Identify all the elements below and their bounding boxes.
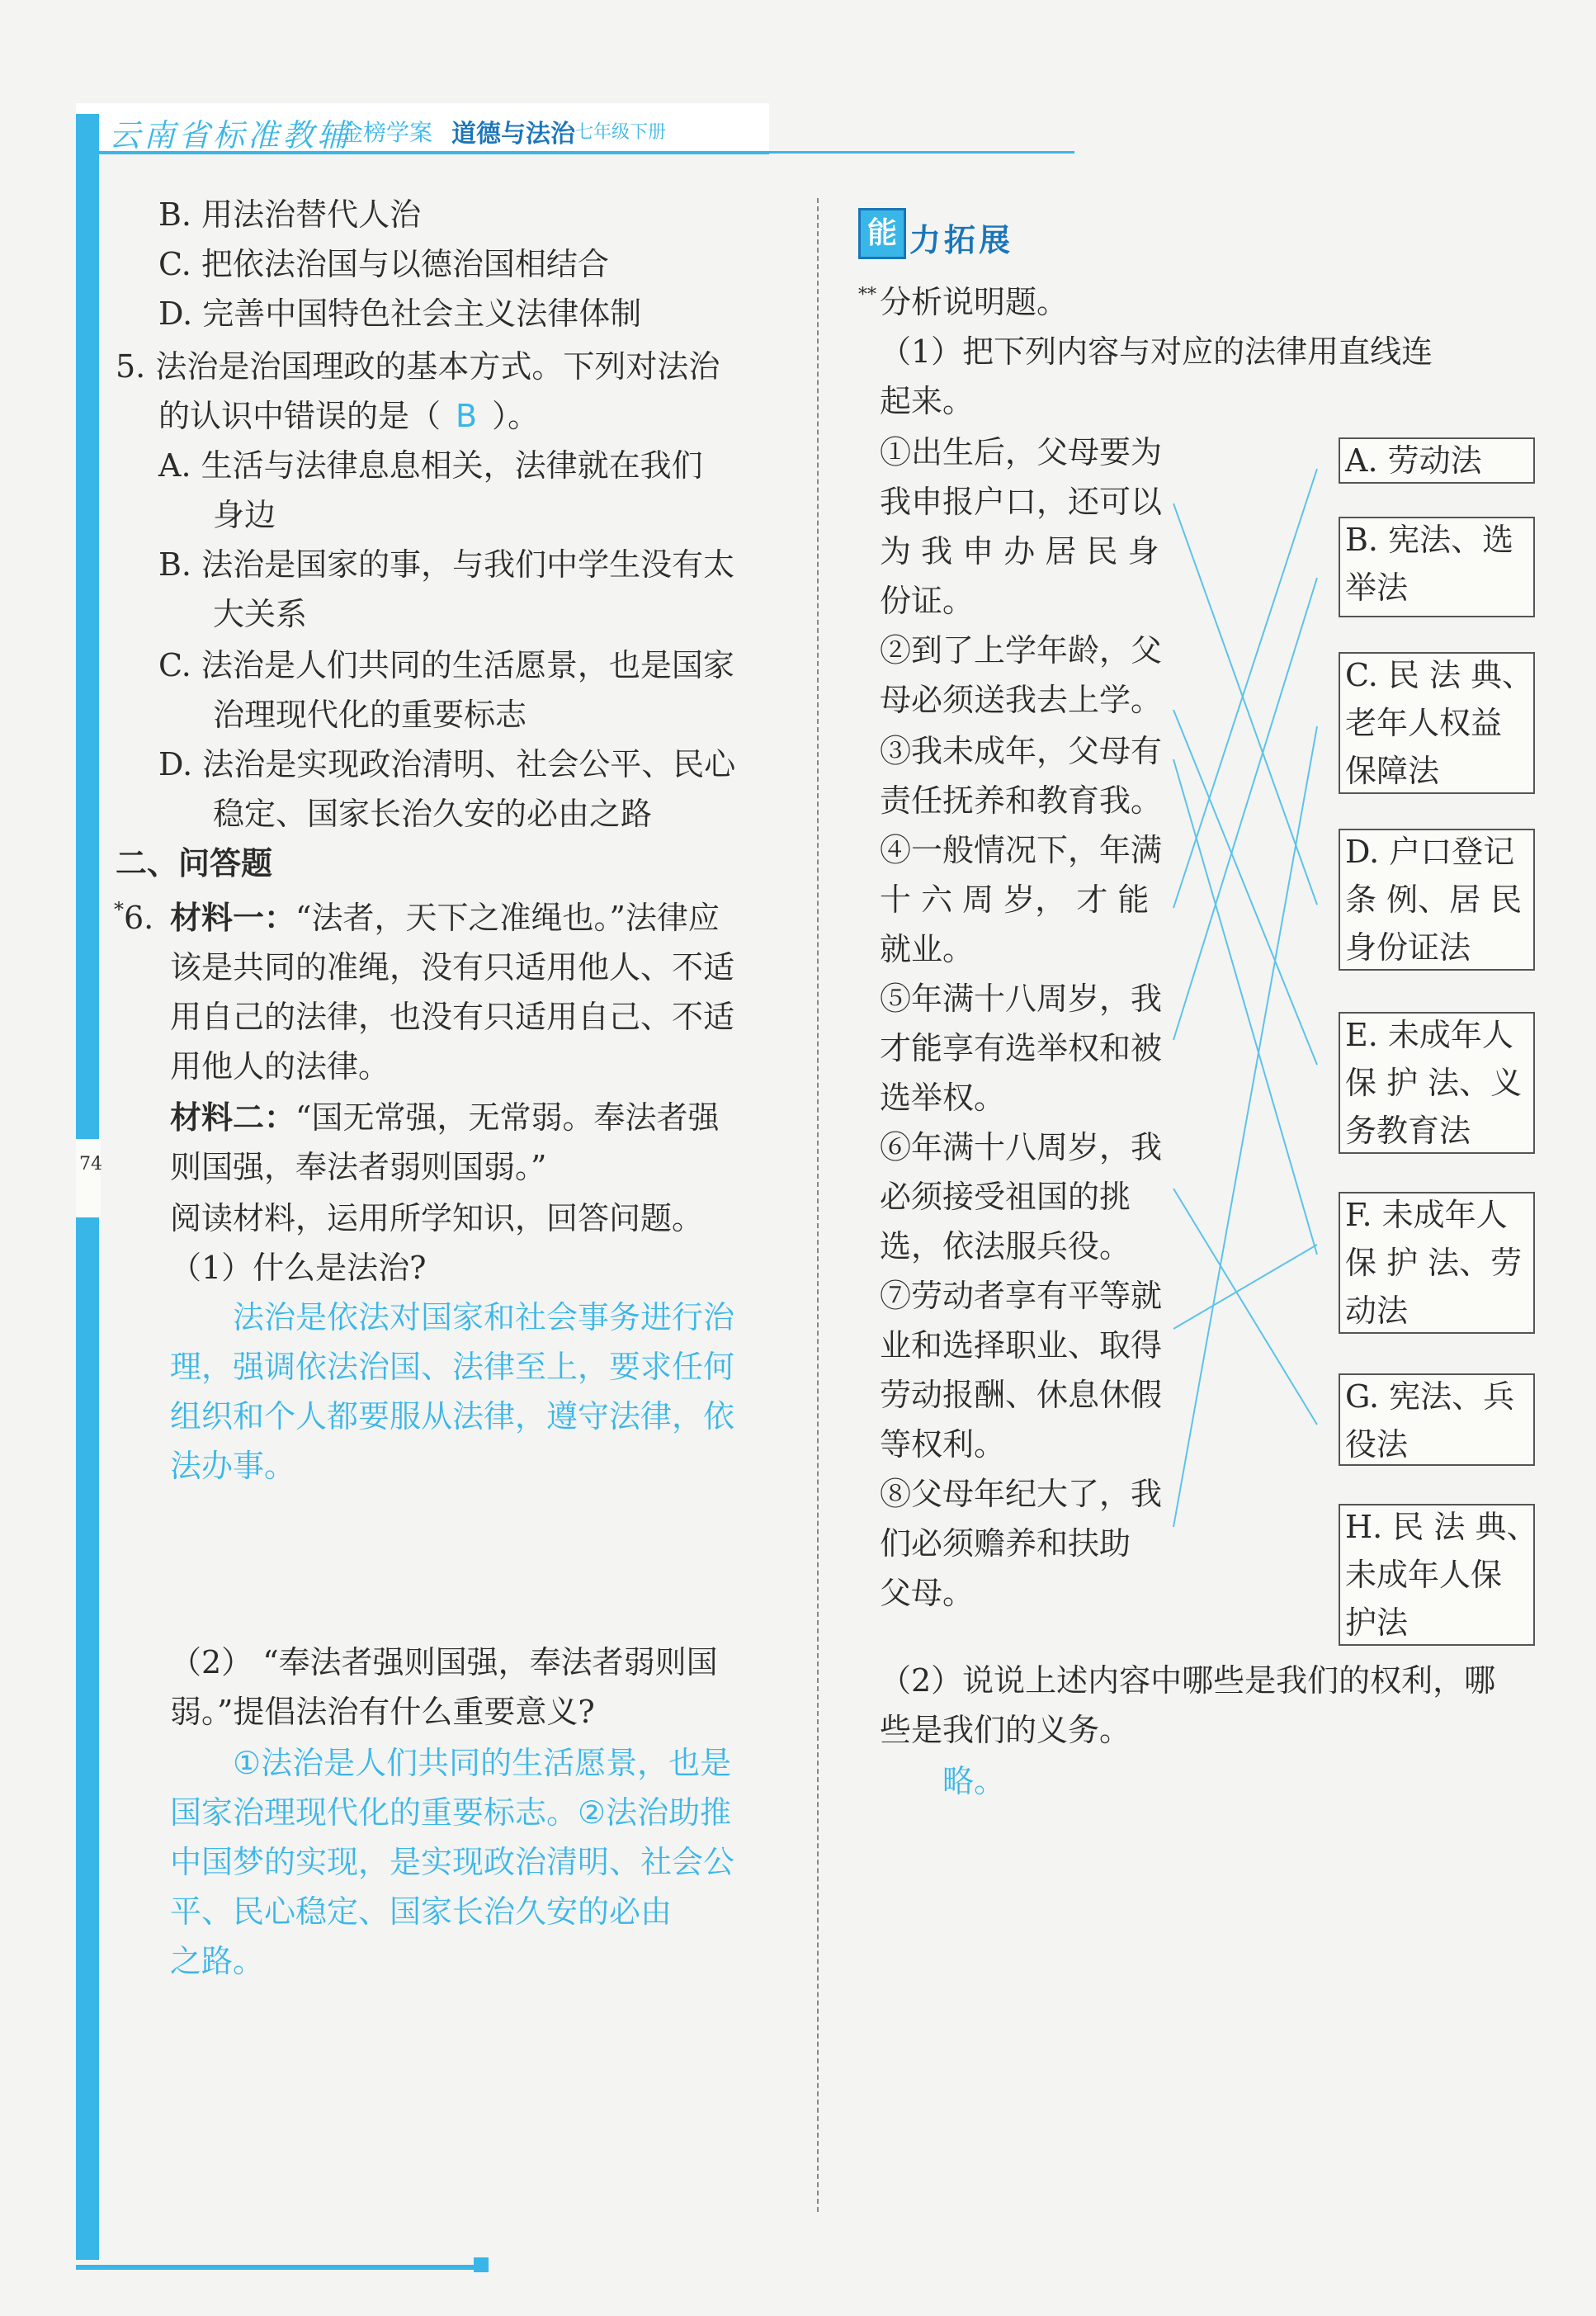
law-box-h-line-3: 护法 bbox=[1345, 1605, 1409, 1641]
answer-2-line1: ①法治是人们共同的生活愿景，也是 bbox=[233, 1745, 732, 1781]
q5-option-c-cont: 治理现代化的重要标志 bbox=[213, 697, 527, 733]
content-item-6-line-3: 选，依法服兵役。 bbox=[880, 1228, 1131, 1264]
content-item-8-line-3: 父母。 bbox=[880, 1575, 975, 1611]
sub-question-1: （1）什么是法治? bbox=[170, 1250, 427, 1286]
match-line-8 bbox=[1173, 726, 1317, 1527]
answer-1-line2: 理，强调依法治国、法律至上，要求任何 bbox=[170, 1349, 735, 1385]
law-box-c-line-1: C. 民 法 典、 bbox=[1345, 657, 1534, 693]
law-box-d-line-2: 条 例、居 民 bbox=[1345, 881, 1523, 918]
answer-1-line1: 法治是依法对国家和社会事务进行治 bbox=[233, 1299, 735, 1335]
match-line-7 bbox=[1173, 1245, 1317, 1329]
content-item-7-line-2: 业和选择职业、取得 bbox=[880, 1327, 1163, 1364]
content-item-2-line-2: 母必须送我去上学。 bbox=[880, 682, 1163, 718]
material-1-text: “法者，天下之准绳也。”法律应 bbox=[295, 900, 720, 936]
q5-option-d: D. 法治是实现政治清明、社会公平、民心 bbox=[158, 746, 736, 782]
stem-prefix: 的认识中错误的是（ bbox=[158, 398, 441, 434]
material-2-text: “国无常强，无常弱。奉法者强 bbox=[295, 1099, 720, 1136]
content-item-2-line-1: ②到了上学年龄，父 bbox=[880, 632, 1163, 669]
q5-option-b-cont: 大关系 bbox=[213, 596, 308, 632]
content-item-7-line-4: 等权利。 bbox=[880, 1426, 1006, 1463]
q5-option-a: A. 生活与法律息息相关，法律就在我们 bbox=[158, 447, 703, 484]
law-box-c-line-2: 老年人权益 bbox=[1345, 705, 1503, 741]
content-item-8-line-2: 们必须赡养和扶助 bbox=[880, 1525, 1131, 1562]
content-item-3-line-1: ③我未成年，父母有 bbox=[880, 733, 1163, 769]
answer-1-line3: 组织和个人都要服从法律，遵守法律，依 bbox=[170, 1398, 735, 1435]
section-heading: 二、问答题 bbox=[116, 845, 273, 881]
content-item-8-line-1: ⑧父母年纪大了，我 bbox=[880, 1476, 1163, 1512]
answer-2-line5: 之路。 bbox=[170, 1943, 265, 1979]
law-box-b-line-2: 举法 bbox=[1345, 570, 1409, 606]
subject-title: 道德与法治 bbox=[451, 120, 575, 149]
part-1-instruction: （1）把下列内容与对应的法律用直线连 bbox=[880, 333, 1433, 370]
law-box-f-line-1: F. 未成年人 bbox=[1345, 1197, 1508, 1233]
law-box-g-line-2: 役法 bbox=[1345, 1426, 1409, 1463]
option-b: B. 用法治替代人治 bbox=[158, 196, 422, 233]
q5-option-a-cont: 身边 bbox=[213, 497, 276, 533]
sub-question-2-cont: 弱。”提倡法治有什么重要意义? bbox=[170, 1694, 595, 1730]
series-title: 云南省标准教辅 bbox=[109, 117, 352, 154]
law-box-b-line-1: B. 宪法、选 bbox=[1345, 522, 1514, 558]
law-box-e-line-1: E. 未成年人 bbox=[1345, 1017, 1513, 1053]
content-item-5-line-1: ⑤年满十八周岁，我 bbox=[880, 981, 1163, 1017]
difficulty-mark-2: ** bbox=[858, 285, 876, 305]
law-box-g-line-1: G. 宪法、兵 bbox=[1345, 1378, 1515, 1415]
law-box-d-line-1: D. 户口登记 bbox=[1345, 834, 1515, 870]
law-box-c-line-3: 保障法 bbox=[1345, 753, 1440, 789]
content-item-4-line-1: ④一般情况下，年满 bbox=[880, 832, 1163, 868]
content-item-7-line-3: 劳动报酬、休息休假 bbox=[880, 1377, 1163, 1413]
content-item-6-line-1: ⑥年满十八周岁，我 bbox=[880, 1129, 1163, 1165]
part-2-answer: 略。 bbox=[942, 1763, 1006, 1799]
content-item-7-line-1: ⑦劳动者享有平等就 bbox=[880, 1278, 1163, 1314]
question-5-stem: 5. 法治是治国理政的基本方式。下列对法治 bbox=[116, 348, 720, 385]
content-item-3-line-2: 责任抚养和教育我。 bbox=[880, 782, 1163, 819]
match-line-3 bbox=[1173, 759, 1317, 1255]
part-1-instruction-cont: 起来。 bbox=[880, 383, 975, 419]
material-1-line2: 该是共同的准绳，没有只适用他人、不适 bbox=[170, 949, 735, 985]
answer-choice: B bbox=[456, 398, 478, 434]
question-6-number: 6. bbox=[124, 900, 154, 936]
q5-option-d-cont: 稳定、国家长治久安的必由之路 bbox=[213, 796, 653, 832]
law-box-h-line-1: H. 民 法 典、 bbox=[1345, 1509, 1538, 1545]
content-item-1-line-3: 为 我 申 办 居 民 身 bbox=[880, 533, 1159, 570]
content-item-5-line-3: 选举权。 bbox=[880, 1080, 1006, 1116]
material-1-line4: 用他人的法律。 bbox=[170, 1048, 390, 1085]
instruction: 阅读材料，运用所学知识，回答问题。 bbox=[170, 1200, 704, 1236]
match-line-5 bbox=[1173, 578, 1317, 1040]
ability-title: 力拓展 bbox=[909, 222, 1014, 258]
grade-label: 七年级下册 bbox=[575, 122, 667, 143]
part-2-question-cont: 些是我们的义务。 bbox=[880, 1712, 1131, 1748]
match-line-2 bbox=[1173, 710, 1317, 1065]
ability-icon: 能 bbox=[858, 208, 906, 259]
content-item-1-line-4: 份证。 bbox=[880, 583, 975, 619]
content-item-1-line-2: 我申报户口，还可以 bbox=[880, 484, 1163, 520]
law-box-e-line-3: 务教育法 bbox=[1345, 1113, 1471, 1149]
content-item-5-line-2: 才能享有选举权和被 bbox=[880, 1030, 1163, 1066]
law-box-f-line-3: 动法 bbox=[1345, 1293, 1409, 1329]
material-2-line2: 则国强，奉法者弱则国弱。” bbox=[170, 1149, 547, 1185]
law-box-h-line-2: 未成年人保 bbox=[1345, 1557, 1503, 1593]
match-line-6 bbox=[1173, 1189, 1317, 1425]
content-item-1-line-1: ①出生后，父母要为 bbox=[880, 434, 1163, 470]
q5-option-b: B. 法治是国家的事，与我们中学生没有太 bbox=[158, 546, 735, 583]
law-box-f-line-2: 保 护 法、劳 bbox=[1345, 1245, 1523, 1281]
stem-suffix: ）。 bbox=[492, 398, 540, 434]
law-box-a-line-1: A. 劳动法 bbox=[1345, 442, 1482, 479]
answer-2-line2: 国家治理现代化的重要标志。②法治助推 bbox=[170, 1794, 732, 1831]
sub-question-2: （2） “奉法者强则国强，奉法者弱则国 bbox=[170, 1644, 718, 1680]
q5-option-c: C. 法治是人们共同的生活愿景，也是国家 bbox=[158, 647, 734, 683]
content-item-4-line-3: 就业。 bbox=[880, 931, 975, 967]
option-c: C. 把依法治国与以德治国相结合 bbox=[158, 246, 609, 282]
law-box-e-line-2: 保 护 法、义 bbox=[1345, 1065, 1523, 1101]
answer-2-line4: 平、民心稳定、国家长治久安的必由 bbox=[170, 1893, 673, 1930]
content-item-4-line-2: 十 六 周 岁， 才 能 bbox=[880, 881, 1150, 918]
answer-2-line3: 中国梦的实现，是实现政治清明、社会公 bbox=[170, 1844, 735, 1880]
difficulty-mark: * bbox=[114, 898, 124, 921]
material-1-label: 材料一： bbox=[170, 900, 296, 936]
option-d: D. 完善中国特色社会主义法律体制 bbox=[158, 295, 642, 332]
part-2-question: （2）说说上述内容中哪些是我们的权利，哪 bbox=[880, 1662, 1496, 1699]
material-1-line3: 用自己的法律，也没有只适用自己、不适 bbox=[170, 999, 735, 1035]
page-number: 74 bbox=[79, 1154, 102, 1175]
content-item-6-line-2: 必须接受祖国的挑 bbox=[880, 1179, 1131, 1215]
answer-1-line4: 法办事。 bbox=[170, 1448, 296, 1484]
question-type: 分析说明题。 bbox=[880, 284, 1069, 320]
material-2-label: 材料二： bbox=[170, 1099, 296, 1136]
law-box-d-line-3: 身份证法 bbox=[1345, 929, 1471, 966]
book-title: 金榜学案 bbox=[340, 119, 433, 146]
